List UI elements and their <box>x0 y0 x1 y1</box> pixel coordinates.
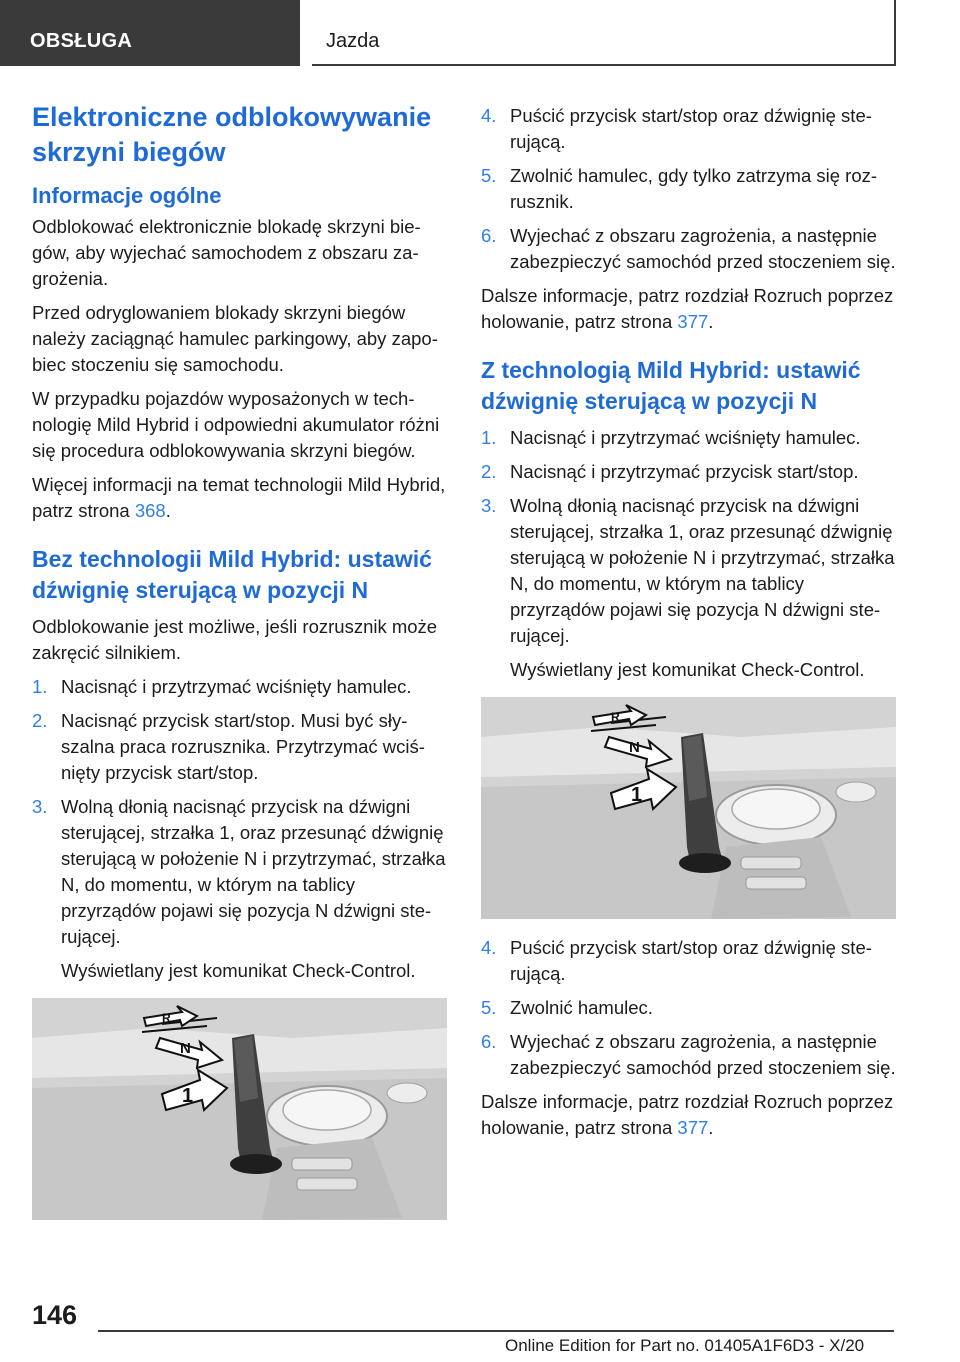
heading-without-mild-hybrid: Bez technologii Mild Hybrid: ustawić dźwignię sterującą w pozycji N <box>32 546 432 603</box>
list-item <box>481 493 896 649</box>
check-control-note: Wyświetlany jest komunikat Check-Control. <box>61 960 416 981</box>
step-text: Zwolnić hamulec, gdy tylko zatrzyma się rozrusznik. <box>510 165 878 212</box>
page-link-368[interactable]: 368 <box>134 500 166 521</box>
page-link-377[interactable]: 377 <box>677 1117 709 1138</box>
list-item <box>481 1029 896 1081</box>
arrow-label-n: N <box>629 739 640 756</box>
paragraph-text: Dalsze informacje, patrz rozdział Rozruch poprzez holowanie, patrz strona <box>481 285 894 332</box>
paragraph-text: Dalsze informacje, patrz rozdział Rozruch poprzez holowanie, patrz strona <box>481 1091 894 1138</box>
punctuation: . <box>708 1117 714 1138</box>
step-text: Nacisnąć przycisk start/stop. Musi być słyszalna praca rozrusznika. Przytrzymać wciśnięty przycisk start/stop. <box>61 710 425 783</box>
steps-list <box>481 425 896 649</box>
step-number: 3. <box>481 495 497 516</box>
chapter-tab <box>0 0 300 66</box>
steps-list <box>32 674 447 950</box>
punctuation: . <box>708 311 714 332</box>
paragraph <box>481 1089 896 1141</box>
step-text: Wolną dłonią nacisnąć przycisk na dźwigni sterującej, strzałka 1, oraz przesunąć dźwignię sterującą w położenie N i przytrzymać, strzałka N, do momentu, w którym na tablicy przyrządów pojawi się pozycja N dźwigni sterującej. <box>510 495 895 646</box>
chapter-label: OBSŁUGA <box>30 30 133 52</box>
subheading-general: Informacje ogólne <box>32 183 222 208</box>
list-item <box>481 425 896 451</box>
paragraph <box>32 472 447 524</box>
step-text: Puścić przycisk start/stop oraz dźwignię sterującą. <box>510 105 872 152</box>
arrow-label-r: R <box>162 1011 171 1025</box>
list-item <box>481 459 896 485</box>
step-text: Zwolnić hamulec. <box>510 997 653 1018</box>
step-number: 1. <box>32 676 48 697</box>
step-text: Nacisnąć i przytrzymać wciśnięty hamulec. <box>510 427 861 448</box>
section-label: Jazda <box>326 30 380 52</box>
step-number: 6. <box>481 225 497 246</box>
paragraph <box>481 283 896 335</box>
section-header <box>312 0 896 66</box>
page-title: Elektroniczne odblokowywanie skrzyni biegów <box>32 102 432 167</box>
step-text: Puścić przycisk start/stop oraz dźwignię sterującą. <box>510 937 872 984</box>
list-item <box>32 794 447 950</box>
gear-selector-illustration <box>481 697 896 919</box>
step-number: 5. <box>481 165 497 186</box>
heading-with-mild-hybrid: Z technologią Mild Hybrid: ustawić dźwignię sterującą w pozycji N <box>481 357 861 414</box>
step-number: 4. <box>481 937 497 958</box>
list-item <box>32 674 447 700</box>
arrow-label-r: R <box>611 710 620 724</box>
paragraph: W przypadku pojazdów wyposażonych w technologię Mild Hybrid i odpowiedni akumulator różni się procedura odblokowywania skrzyni biegów. <box>32 388 440 461</box>
paragraph-text: Więcej informacji na temat technologii Mild Hybrid, patrz strona <box>32 474 446 521</box>
left-column <box>32 100 447 1236</box>
right-column <box>481 100 896 1149</box>
page-link-377[interactable]: 377 <box>677 311 709 332</box>
check-control-note: Wyświetlany jest komunikat Check-Control. <box>510 659 865 680</box>
step-number: 6. <box>481 1031 497 1052</box>
gear-selector-illustration <box>32 998 447 1220</box>
footer-divider <box>98 1330 894 1332</box>
list-item <box>481 935 896 987</box>
arrow-label-1: 1 <box>182 1085 194 1107</box>
arrow-label-1: 1 <box>631 784 643 806</box>
list-item <box>32 708 447 786</box>
paragraph: Odblokować elektronicznie blokadę skrzyni biegów, aby wyjechać samochodem z obszaru zagrożenia. <box>32 216 421 289</box>
step-text: Wolną dłonią nacisnąć przycisk na dźwigni sterującej, strzałka 1, oraz przesunąć dźwignię sterującą w położenie N i przytrzymać, strzałka N, do momentu, w którym na tablicy przyrządów pojawi się pozycja N dźwigni sterującej. <box>61 796 446 947</box>
step-number: 3. <box>32 796 48 817</box>
step-number: 5. <box>481 997 497 1018</box>
steps-list <box>481 935 896 1081</box>
step-number: 2. <box>32 710 48 731</box>
step-text: Wyjechać z obszaru zagrożenia, a następnie zabezpieczyć samochód przed stoczeniem się. <box>510 1031 896 1078</box>
list-item <box>481 163 896 215</box>
step-number: 1. <box>481 427 497 448</box>
list-item <box>481 103 896 155</box>
punctuation: . <box>165 500 171 521</box>
list-item <box>481 223 896 275</box>
step-text: Wyjechać z obszaru zagrożenia, a następnie zabezpieczyć samochód przed stoczeniem się. <box>510 225 896 272</box>
list-item <box>481 995 896 1021</box>
step-number: 4. <box>481 105 497 126</box>
arrow-label-n: N <box>180 1040 191 1057</box>
step-number: 2. <box>481 461 497 482</box>
paragraph: Przed odryglowaniem blokady skrzyni biegów należy zaciągnąć hamulec parkingowy, aby zapobiec stoczeniu się samochodu. <box>32 302 438 375</box>
steps-list <box>481 103 896 275</box>
edition-text: Online Edition for Part no. 01405A1F6D3 - X/20 <box>505 1336 865 1355</box>
page-number: 146 <box>32 1300 78 1330</box>
paragraph: Odblokowanie jest możliwe, jeśli rozrusznik może zakręcić silnikiem. <box>32 616 438 663</box>
step-text: Nacisnąć i przytrzymać przycisk start/stop. <box>510 461 859 482</box>
step-text: Nacisnąć i przytrzymać wciśnięty hamulec. <box>61 676 412 697</box>
